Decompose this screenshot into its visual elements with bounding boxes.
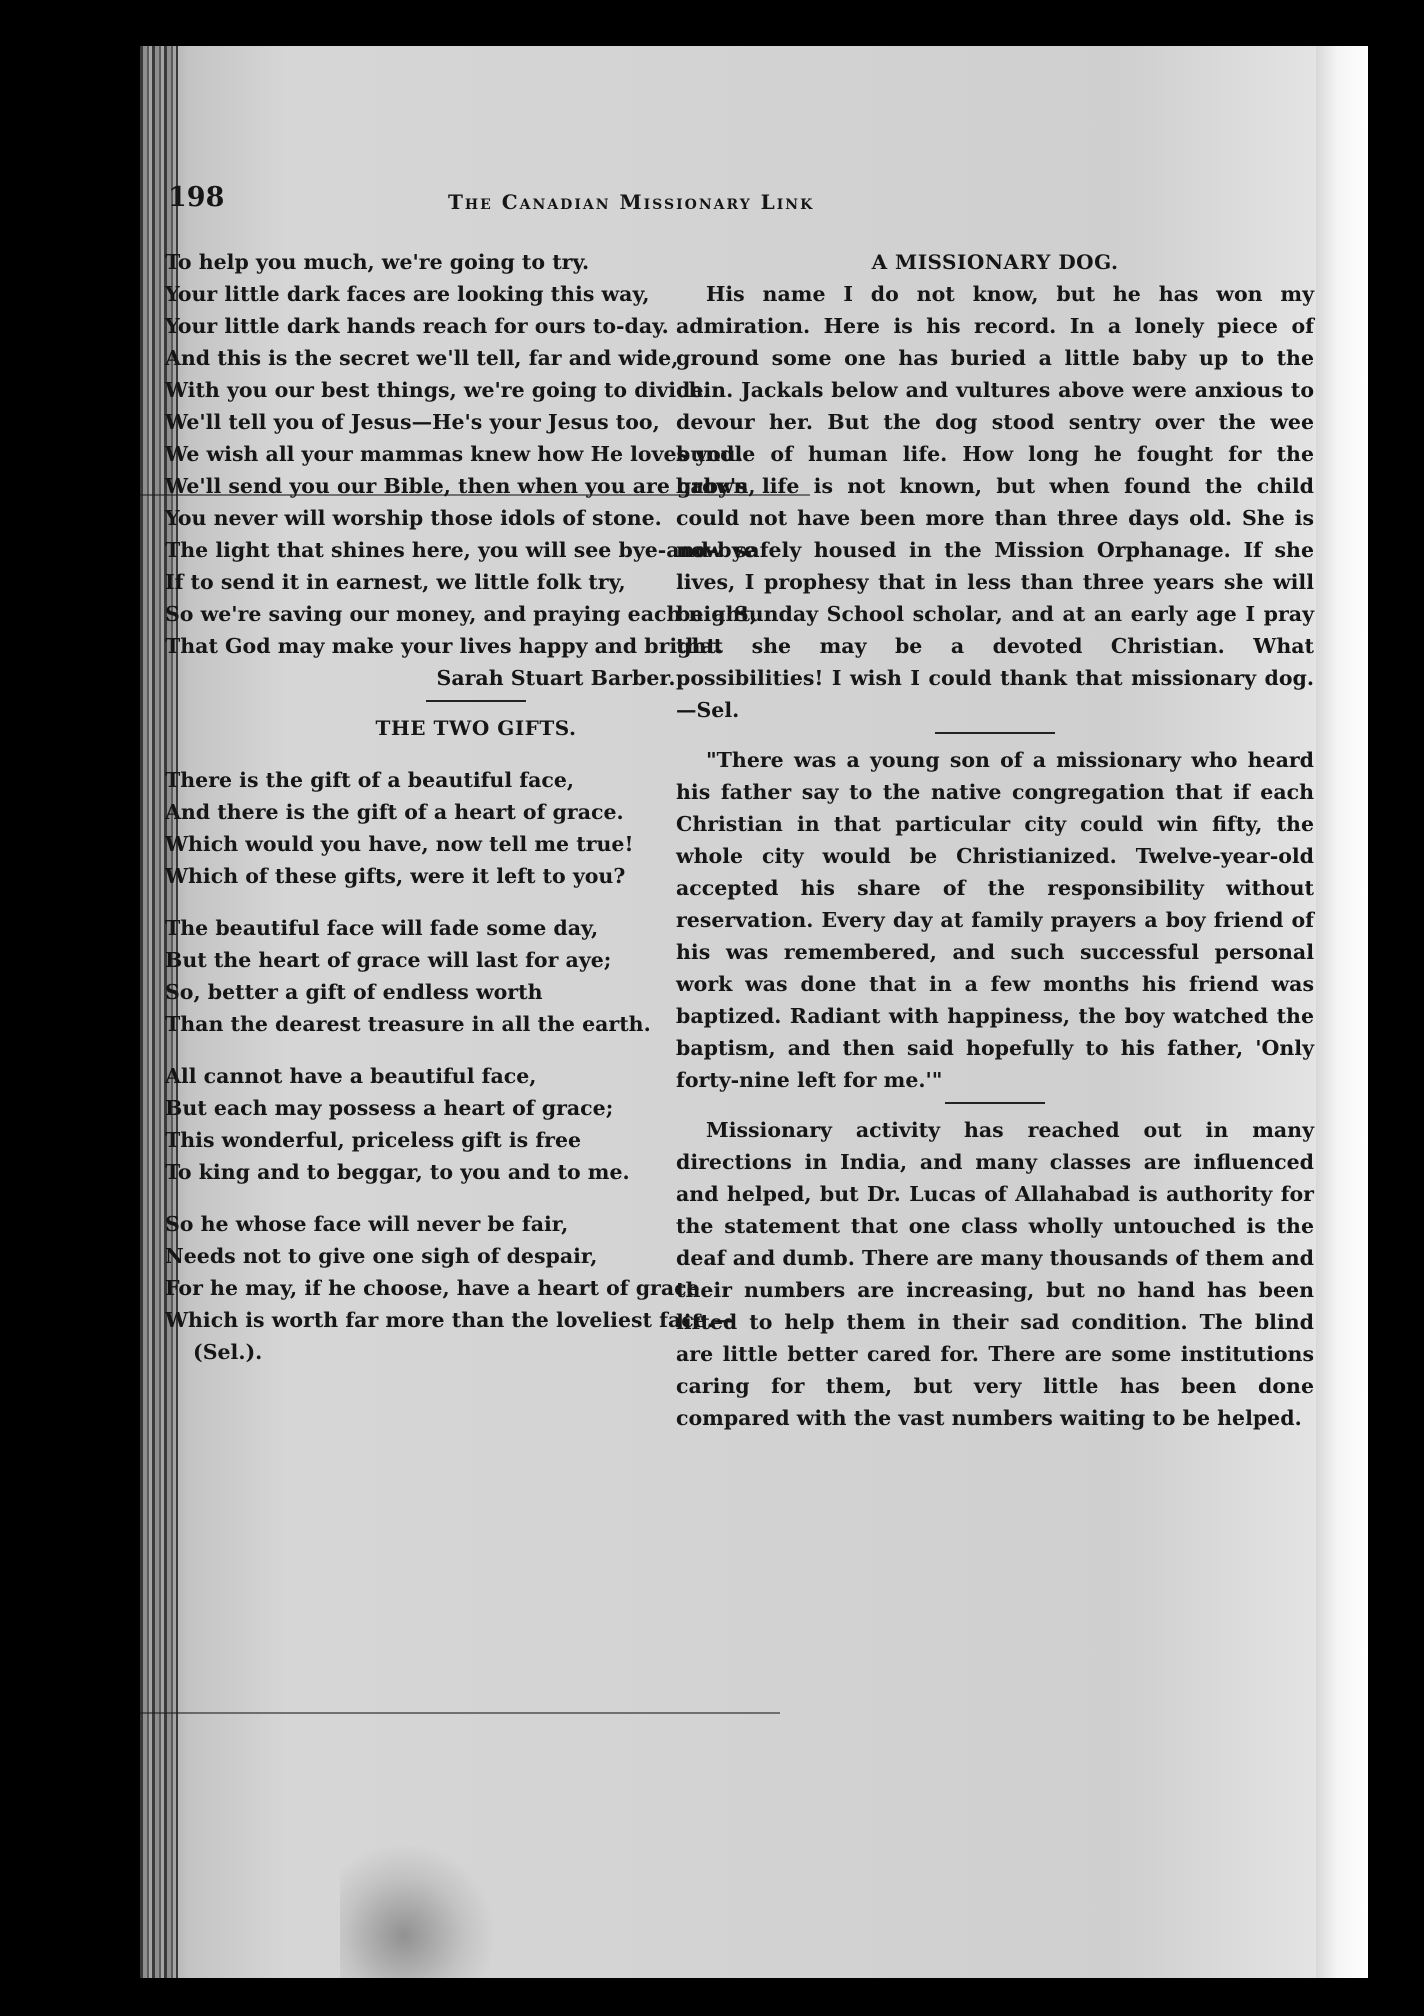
- poem-line: There is the gift of a beautiful face,: [165, 768, 575, 792]
- poem-line: So he whose face will never be fair,: [165, 1212, 569, 1236]
- author-byline: Sarah Stuart Barber.: [436, 666, 676, 690]
- poem-line: And there is the gift of a heart of grace.: [165, 800, 624, 824]
- poem-line: So we're saving our money, and praying each night,: [165, 602, 758, 626]
- poem-line: Than the dearest treasure in all the earth.: [165, 1012, 651, 1036]
- poem-line: To help you much, we're going to try.: [165, 250, 590, 274]
- running-title: The Canadian Missionary Link: [448, 190, 815, 214]
- article-heading: A MISSIONARY DOG.: [871, 250, 1119, 274]
- poem-line: And this is the secret we'll tell, far and wide,: [165, 346, 679, 370]
- section-divider: [426, 700, 526, 702]
- poem-line: We'll send you our Bible, then when you are grown,: [165, 474, 756, 498]
- poem-line: We wish all your mammas knew how He loves you.: [165, 442, 743, 466]
- article-paragraph: Missionary activity has reached out in many directions in India, and many classes are influenced and helped, but Dr. Lucas of Allahabad is authority for the statement that one class wholly untouched is the deaf and dumb. There are many thousands of them and their numbers are increasing, but no hand has been lifted to help them in their sad condition. The blind are little better cared for. There are some institutions caring for them, but very little has been done compared with the vast numbers waiting to be helped.: [676, 1118, 1314, 1430]
- poem-line: Your little dark faces are looking this way,: [165, 282, 650, 306]
- poem-line: That God may make your lives happy and bright.: [165, 634, 724, 658]
- poem-line: All cannot have a beautiful face,: [165, 1064, 537, 1088]
- poem-line: Which is worth far more than the loveliest face.—(Sel.).: [165, 1308, 735, 1364]
- poem-line: If to send it in earnest, we little folk try,: [165, 570, 626, 594]
- page-header: [168, 182, 1068, 222]
- poem-line: Your little dark hands reach for ours to-day.: [165, 314, 669, 338]
- page-edge: [1316, 46, 1368, 1978]
- poem-line: Which would you have, now tell me true!: [165, 832, 634, 856]
- poem-line: You never will worship those idols of stone.: [165, 506, 662, 530]
- page-stain: [340, 1846, 500, 1978]
- article-paragraph: "There was a young son of a missionary who heard his father say to the native congregation that if each Christian in that particular city could win fifty, the whole city would be Christianized. Twelve-year-old accepted his share of the responsibility without reservation. Every day at family prayers a boy friend of his was remembered, and such successful personal work was done that in a few months his friend was baptized. Radiant with happiness, the boy watched the baptism, and then said hopefully to his father, 'Only forty-nine left for me.'": [676, 748, 1314, 1092]
- poem-line: With you our best things, we're going to divide.: [165, 378, 711, 402]
- poem-line: The beautiful face will fade some day,: [165, 916, 599, 940]
- poem-line: Needs not to give one sigh of despair,: [165, 1244, 598, 1268]
- right-column: [676, 246, 1314, 1434]
- page-number: 198: [168, 182, 225, 213]
- section-heading: THE TWO GIFTS.: [375, 716, 577, 740]
- poem-line: For he may, if he choose, have a heart of grace.: [165, 1276, 707, 1300]
- section-divider: [935, 732, 1055, 734]
- section-divider: [945, 1102, 1045, 1104]
- poem-line: But each may possess a heart of grace;: [165, 1096, 614, 1120]
- poem-line: To king and to beggar, to you and to me.: [165, 1160, 630, 1184]
- poem-line: This wonderful, priceless gift is free: [165, 1128, 582, 1152]
- poem-line: But the heart of grace will last for aye;: [165, 948, 612, 972]
- poem-line: We'll tell you of Jesus—He's your Jesus too,: [165, 410, 660, 434]
- poem-line: The light that shines here, you will see bye-and-bye: [165, 538, 757, 562]
- poem-line: Which of these gifts, were it left to you?: [165, 864, 626, 888]
- scan-line-artifact: [140, 1712, 780, 1714]
- poem-line: So, better a gift of endless worth: [165, 980, 543, 1004]
- article-paragraph: His name I do not know, but he has won my admiration. Here is his record. In a lonely piece of ground some one has buried a little baby up to the chin. Jackals below and vultures above were anxious to devour her. But the dog stood sentry over the wee bundle of human life. How long he fought for the baby's life is not known, but when found the child could not have been more than three days old. She is now safely housed in the Mission Orphanage. If she lives, I prophesy that in less than three years she will be a Sunday School scholar, and at an early age I pray that she may be a devoted Christian. What possibilities! I wish I could thank that missionary dog.—Sel.: [676, 282, 1314, 722]
